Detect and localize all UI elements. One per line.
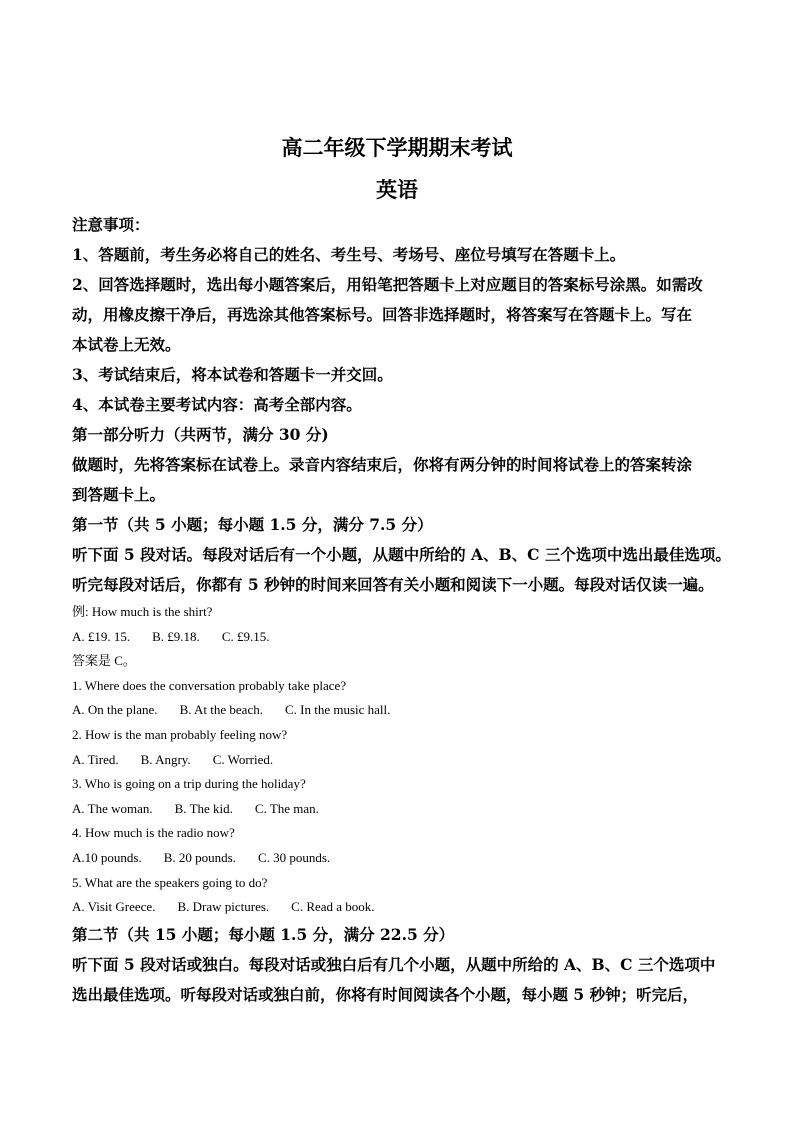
example-option-b: B. £9.18. (152, 628, 200, 644)
question-1-option-b: B. At the beach. (179, 702, 263, 718)
question-3-option-b: B. The kid. (174, 800, 233, 816)
section2-heading: 第二节（共 15 小题；每小题 1.5 分，满分 22.5 分） (72, 924, 455, 944)
notice-heading: 注意事项： (72, 215, 150, 234)
question-2-options (72, 748, 732, 773)
notice-item-3: 3、考试结束后，将本试卷和答题卡一并交回。 (72, 365, 393, 384)
section2-instructions-line-1: 听下面 5 段对话或独白。每段对话或独白后有几个小题，从题中所给的 A、B、C 三个选项中 (72, 954, 716, 974)
question-1-option-c: C. In the music hall. (284, 702, 391, 718)
section1-heading: 第一节（共 5 小题；每小题 1.5 分，满分 7.5 分） (72, 515, 433, 534)
example-answer: 答案是 C。 (72, 653, 136, 669)
question-5-stem: 5. What are the speakers going to do? (72, 874, 268, 890)
question-3-stem: 3. Who is going on a trip during the holiday? (72, 776, 306, 792)
question-4-option-b: B. 20 pounds. (163, 849, 236, 865)
example-options (72, 625, 732, 650)
notice-item-2-line-3: 本试卷上无效。 (72, 335, 181, 354)
question-3-option-c: C. The man. (254, 800, 319, 816)
question-4-options (72, 846, 732, 871)
question-1-stem: 1. Where does the conversation probably take place? (72, 677, 347, 693)
question-5-option-a: A. Visit Greece. (72, 899, 156, 915)
example-option-a: A. £19. 15. (72, 628, 131, 644)
question-5-options (72, 895, 732, 920)
question-4-stem: 4. How much is the radio now? (72, 825, 235, 841)
question-5-option-c: C. Read a book. (291, 899, 375, 915)
notice-item-1: 1、答题前，考生务必将自己的姓名、考生号、考场号、座位号填写在答题卡上。 (72, 245, 626, 264)
question-4-option-a: A.10 pounds. (72, 849, 142, 865)
part1-heading: 第一部分听力（共两节，满分 30 分) (72, 425, 329, 444)
exam-title: 高二年级下学期期末考试 (281, 135, 513, 160)
section2-instructions-line-2: 选出最佳选项。听每段对话或独白前，你将有时间阅读各个小题，每小题 5 秒钟；听完后， (72, 984, 699, 1004)
notice-item-4: 4、本试卷主要考试内容：高考全部内容。 (72, 395, 362, 414)
question-3-options (72, 797, 732, 822)
example-option-c: C. £9.15. (221, 628, 270, 644)
question-1-options (72, 698, 732, 723)
notice-item-2-line-1: 2、回答选择题时，选出每小题答案后，用铅笔把答题卡上对应题目的答案标号涂黑。如需改 (72, 275, 703, 294)
question-3-option-a: A. The woman. (72, 800, 153, 816)
part1-instructions-line-2: 到答题卡上。 (72, 485, 166, 504)
question-2-option-a: A. Tired. (72, 751, 119, 767)
part1-instructions-line-1: 做题时，先将答案标在试卷上。录音内容结束后，你将有两分钟的时间将试卷上的答案转涂 (72, 455, 693, 474)
question-4-option-c: C. 30 pounds. (257, 849, 331, 865)
section1-instructions-line-1: 听下面 5 段对话。每段对话后有一个小题，从题中所给的 A、B、C 三个选项中选出最佳选项。 (72, 545, 731, 564)
subject-title: 英语 (376, 177, 418, 202)
question-2-option-c: C. Worried. (212, 751, 274, 767)
exam-body (72, 210, 732, 1010)
question-1-option-a: A. On the plane. (72, 702, 158, 718)
notice-item-2-line-2: 动，用橡皮擦干净后，再选涂其他答案标号。回答非选择题时，将答案写在答题卡上。写在 (72, 305, 693, 324)
section1-instructions-line-2: 听完每段对话后，你都有 5 秒钟的时间来回答有关小题和阅读下一小题。每段对话仅读一遍。 (72, 575, 714, 594)
question-2-stem: 2. How is the man probably feeling now? (72, 726, 288, 742)
example-question: 例: How much is the shirt? (72, 604, 213, 619)
question-5-option-b: B. Draw pictures. (177, 899, 270, 915)
question-2-option-b: B. Angry. (140, 751, 191, 767)
